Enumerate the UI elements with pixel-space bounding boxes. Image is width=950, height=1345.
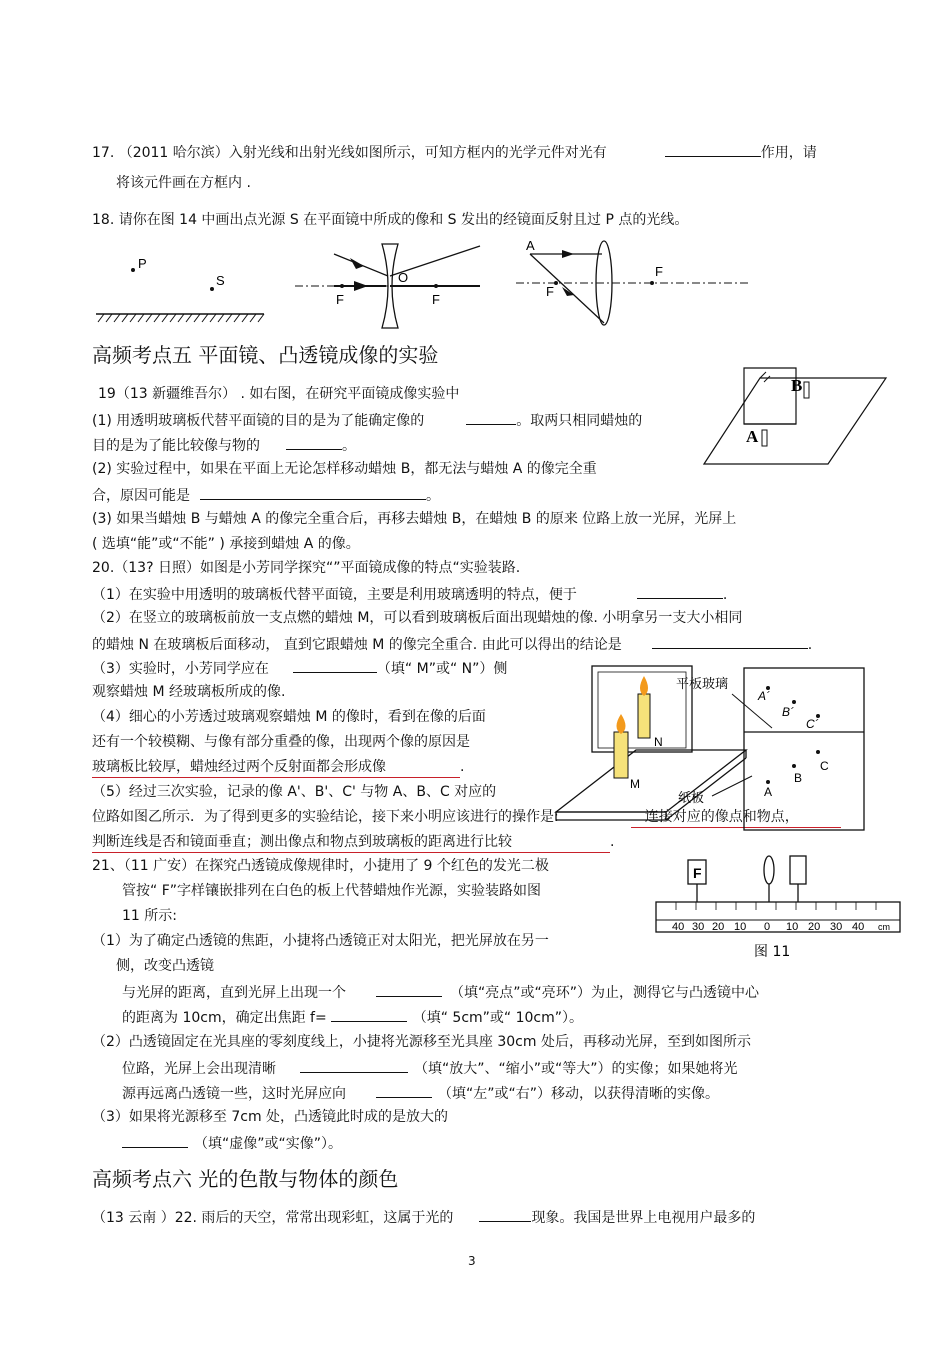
label-M: M: [630, 777, 640, 791]
label-Bp: B´: [782, 705, 794, 719]
ruler-tick-1: 30: [692, 921, 705, 933]
label-Ap: A´: [758, 689, 770, 703]
label-Cp: C´: [806, 717, 819, 731]
q20-5-line1: （5）经过三次实验，记录的像 A'、B'、C' 与物 A、B、C 对应的: [92, 784, 497, 800]
q19-3-line2: ( 选填“能”或“不能” ) 承接到蜡烛 A 的像。: [92, 536, 360, 552]
label-P: P: [138, 256, 147, 271]
q19-1-line1: (1) 用透明玻璃板代替平面镜的目的是为了能确定像的 。取两只相同蜡烛的: [92, 410, 642, 430]
label-C: C: [820, 759, 829, 773]
ruler-tick-7: 30: [830, 921, 843, 933]
label-glass: 平板玻璃: [676, 677, 729, 692]
q19-2-line1: (2) 实验过程中，如果在平面上无论怎样移动蜡烛 B，都无法与蜡烛 A 的像完全重: [92, 461, 597, 477]
convex-lens-figure: [512, 238, 752, 330]
q21-1-line1: （1）为了确定凸透镜的焦距，小捷将凸透镜正对太阳光，把光屏放在另一: [92, 933, 549, 949]
q21-2-line3: 源再远离凸透镜一些，这时光屏应向 （填“左”或“右”）移动，以获得清晰的实像。: [122, 1083, 719, 1103]
label-F-lens-right: F: [655, 264, 663, 279]
q21-2-line1: （2）凸透镜固定在光具座的零刻度线上，小捷将光源移至光具座 30cm 处后，再移动光屏，至到如图所示: [92, 1034, 751, 1050]
q19-intro: 19（13 新疆维吾尔） . 如右图，在研究平面镜成像实验中: [98, 386, 460, 402]
label-F-right: F: [432, 292, 440, 307]
q20-2-line1: （2）在竖立的玻璃板前放一支点燃的蜡烛 M，可以看到玻璃板后面出现蜡烛的像. 小明拿另一支大小相同: [92, 610, 743, 626]
plane-mirror-figure: [92, 250, 272, 325]
label-A-lens: A: [526, 238, 535, 253]
q20-3-line1: （3）实验时，小芳同学应在 （填“ M”或“ N”）侧: [92, 658, 507, 678]
q20-intro: 20.（13? 日照）如图是小芳同学探究“”平面镜成像的特点“实验装路.: [92, 560, 521, 576]
q20-2-line2: 的蜡烛 N 在玻璃板后面移动， 直到它跟蜡烛 M 的像完全重合. 由此可以得出的结论是 .: [92, 634, 812, 654]
label-paper: 纸板: [678, 791, 705, 806]
label-B-candle: B: [791, 376, 803, 395]
q20-1: （1）在实验中用透明的玻璃板代替平面镜，主要是利用玻璃透明的特点，便于 .: [92, 584, 727, 604]
optical-bench-figure: [652, 852, 908, 960]
label-F-left: F: [336, 292, 344, 307]
q18-line: 18. 请你在图 14 中画出点光源 S 在平面镜中所成的像和 S 发出的经镜面反射且过 P 点的光线。: [92, 212, 689, 228]
label-O: O: [398, 270, 409, 285]
ruler-tick-2: 20: [712, 921, 725, 933]
ruler-tick-5: 10: [786, 921, 799, 933]
section-heading-5: 高频考点五 平面镜、凸透镜成像的实验: [92, 343, 439, 367]
q21-intro-3: 11 所示:: [122, 908, 177, 924]
ruler-tick-4: 0: [764, 921, 771, 933]
ruler-tick-6: 20: [808, 921, 821, 933]
q19-2-line2: 合，原因可能是 。: [92, 485, 440, 505]
q20-5-line2: 位路如图乙所示．为了得到更多的实验结论，接下来小明应该进行的操作是: 连接对应的像点和物点，: [92, 808, 841, 828]
label-N: N: [654, 735, 663, 749]
q20-3-line2: 观察蜡烛 M 经玻璃板所成的像.: [92, 684, 286, 700]
label-F-source: F: [693, 865, 702, 881]
q21-2-line2: 位路，光屏上会出现清晰 （填“放大”、“缩小”或“等大”）的实像；如果她将光: [122, 1058, 738, 1078]
ruler-tick-3: 10: [734, 921, 747, 933]
q21-intro-2: 管按“ F”字样镶嵌排列在白色的板上代替蜡烛作光源，实验装路如图: [122, 883, 542, 899]
q20-4-answer: 玻璃板比较厚，蜡烛经过两个反射面都会形成像 .: [92, 758, 464, 778]
page-number: 3: [468, 1254, 476, 1268]
q22-line: （13 云南 ）22. 雨后的天空，常常出现彩虹，这属于光的 现象。我国是世界上电视用户最多的: [92, 1207, 755, 1227]
label-A: A: [764, 785, 773, 799]
q21-3-line1: （3）如果将光源移至 7cm 处，凸透镜此时成的是放大的: [92, 1109, 449, 1125]
q17-line1: 17. （2011 哈尔滨）入射光线和出射光线如图所示，可知方框内的光学元件对光有 作用，请: [92, 142, 817, 162]
q20-4-line2: 还有一个较模糊、与像有部分重叠的像，出现两个像的原因是: [92, 734, 470, 750]
mirror-experiment-figure: [700, 358, 890, 470]
label-S: S: [216, 273, 225, 288]
q21-1-line3: 与光屏的距离，直到光屏上出现一个 （填“亮点”或“亮环”）为止，测得它与凸透镜中心: [122, 982, 759, 1002]
q21-1-line2: 侧，改变凸透镜: [116, 958, 214, 974]
q21-1-line4: 的距离为 10cm，确定出焦距 f= （填“ 5cm”或“ 10cm”）。: [122, 1007, 583, 1027]
q19-1-line2: 目的是为了能比较像与物的 。: [92, 435, 356, 455]
concave-lens-figure: [290, 240, 490, 330]
ruler-unit: cm: [878, 922, 890, 932]
section-heading-6: 高频考点六 光的色散与物体的颜色: [92, 1167, 399, 1191]
ruler-tick-0: 40: [672, 921, 685, 933]
q21-3-line2: （填“虚像”或“实像”）。: [122, 1133, 342, 1153]
ruler-tick-8: 40: [852, 921, 865, 933]
image-points-figure: [672, 664, 872, 834]
fig11-caption: 图 11: [754, 944, 791, 960]
q20-5-line3: 判断连线是否和镜面垂直；测出像点和物点到玻璃板的距离进行比较 .: [92, 833, 614, 853]
q20-4-line1: （4）细心的小芳透过玻璃观察蜡烛 M 的像时，看到在像的后面: [92, 709, 486, 725]
q21-intro-1: 21、（11 广安）在探究凸透镜成像规律时，小捷用了 9 个红色的发光二极: [92, 858, 549, 874]
label-F-lens-left: F: [546, 284, 554, 299]
label-B: B: [794, 771, 803, 785]
label-A-candle: A: [746, 427, 759, 446]
q19-3-line1: (3) 如果当蜡烛 B 与蜡烛 A 的像完全重合后，再移去蜡烛 B，在蜡烛 B 的原来 位路上放一光屏，光屏上: [92, 511, 737, 527]
q17-line2: 将该元件画在方框内 .: [116, 175, 251, 191]
